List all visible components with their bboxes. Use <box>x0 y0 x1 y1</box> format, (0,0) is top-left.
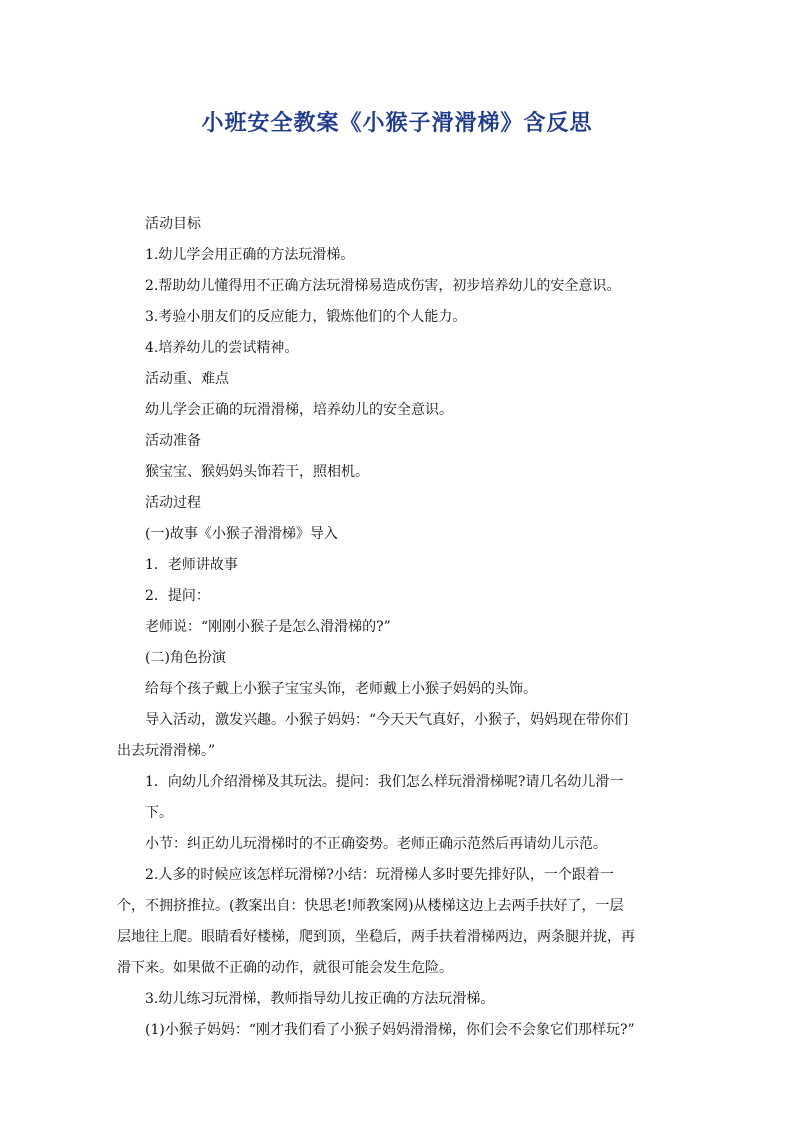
paragraph: 导入活动，激发兴趣。小猴子妈妈：“今天天气真好，小猴子，妈妈现在带你们出去玩滑滑梯。” <box>117 712 629 759</box>
paragraph: 1．向幼儿介绍滑梯及其玩法。提问：我们怎么样玩滑滑梯呢?请几名幼儿滑一下。 <box>145 774 624 821</box>
paragraph: 1．老师讲故事 <box>145 557 238 573</box>
paragraph: 3.考验小朋友们的反应能力，锻炼他们的个人能力。 <box>145 309 467 325</box>
paragraph: 猴宝宝、猴妈妈头饰若干，照相机。 <box>145 464 369 480</box>
paragraph: 1.幼儿学会用正确的方法玩滑梯。 <box>145 247 355 263</box>
paragraph: 幼儿学会正确的玩滑滑梯，培养幼儿的安全意识。 <box>145 402 453 418</box>
paragraph: 3.幼儿练习玩滑梯，教师指导幼儿按正确的方法玩滑梯。 <box>145 991 495 1007</box>
paragraph: (一)故事《小猴子滑滑梯》导入 <box>145 526 338 542</box>
paragraph: (二)角色扮演 <box>145 650 226 666</box>
paragraph: (1)小猴子妈妈：“刚才我们看了小猴子妈妈滑滑梯，你们会不会象它们那样玩?” <box>145 1022 635 1038</box>
document-body <box>117 209 637 1046</box>
paragraph: 4.培养幼儿的尝试精神。 <box>145 340 299 356</box>
section-heading: 活动重、难点 <box>145 371 229 387</box>
section-heading: 活动准备 <box>145 433 201 449</box>
paragraph: 2.人多的时候应该怎样玩滑梯?小结：玩滑梯人多时要先排好队，一个跟着一个，不拥挤推拉。(教案出自：快思老!师教案网)从楼梯这边上去两手扶好了，一层层地往上爬。眼睛看好楼梯，爬到顶，坐稳后，两手扶着滑梯两边，两条腿并拢，再滑下来。如果做不正确的动作，就很可能会发生危险。 <box>117 867 635 976</box>
paragraph: 2．提问： <box>145 588 210 604</box>
section-heading: 活动目标 <box>145 216 201 232</box>
paragraph: 2.帮助幼儿懂得用不正确方法玩滑梯易造成伤害，初步培养幼儿的安全意识。 <box>145 278 621 294</box>
paragraph: 小节：纠正幼儿玩滑梯时的不正确姿势。老师正确示范然后再请幼儿示范。 <box>145 836 607 852</box>
paragraph: 老师说：“刚刚小猴子是怎么滑滑梯的?” <box>145 619 391 635</box>
section-heading: 活动过程 <box>145 495 201 511</box>
paragraph: 给每个孩子戴上小猴子宝宝头饰，老师戴上小猴子妈妈的头饰。 <box>145 681 537 697</box>
document-title: 小班安全教案《小猴子滑滑梯》含反思 <box>201 110 593 136</box>
